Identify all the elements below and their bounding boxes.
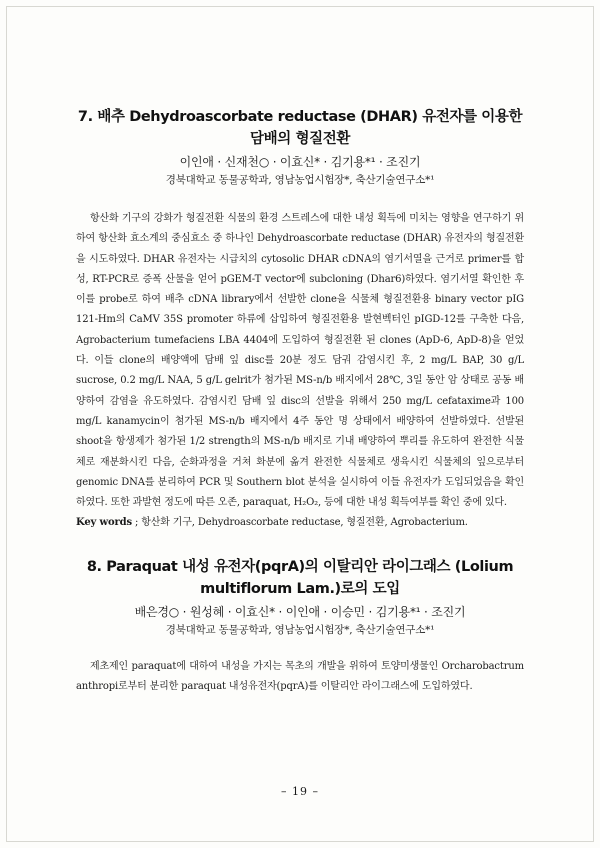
abstract-body: 제초제인 paraquat에 대하여 내성을 가지는 목초의 개발을 위하여 토양미생물인 Orcharobactrum anthropi로부터 분리한 paraquat 내성유전자(pqrA)를 이탈리안 라이그래스에 도입하였다. [76, 661, 524, 693]
abstract-title: 8. Paraquat 내성 유전자(pqrA)의 이탈리안 라이그래스 (Lolium multiflorum Lam.)로의 도입 [86, 559, 514, 597]
abstract-section-8 [76, 556, 524, 698]
author-list: 배은경○ · 원성혜 · 이효신* · 이인애 · 이승민 · 김기용*¹ · 조진기 [134, 605, 466, 619]
abstract-body: 항산화 기구의 강화가 형질전환 식물의 환경 스트레스에 대한 내성 획득에 미치는 영향을 연구하기 위하여 항산화 효소계의 중심효소 중 하나인 Dehydroascorbate reductase (DHAR) 유전자의 형질전환을 시도하였다. DHAR 유전자는 시급치의 cytosolic DHAR cDNA의 염기서열을 근거로 primer를 합성, RT-PCR로 증폭 산물을 얻어 pGEM-T vector에 subcloning (Dhar6)하였다. 염기서열 확인한 후 이를 probe로 하여 배추 cDNA library에서 선발한 clone을 식물체 형질전환용 binary vector pIG 121-Hm의 CaMV 35S promoter 하류에 삽입하여 형질전환용 발현벡터인 pIGD-12를 구축한 다음, Agrobacterium tumefaciens LBA 4404에 도입하여 형질전환 된 clones (ApD-6, ApD-8)을 얻었다. 이들 clone의 배양액에 담배 잎 disc를 20분 정도 담궈 감염시킨 후, 2 mg/L BAP, 30 g/L sucrose, 0.2 mg/L NAA, 5 g/L gelrit가 첨가된 MS-n/b 배지에서 28℃, 3일 동안 암 상태로 공동 배양하여 감염을 유도하였다. 감염시킨 담배 잎 disc의 선발을 위해서 250 mg/L cefataxime과 100 mg/L kanamycin이 첨가된 MS-n/b 배지에서 4주 동안 명 상태에서 배양하여 선발하였다. 선발된 shoot을 항생제가 첨가된 1/2 strength의 MS-n/b 배지로 기내 배양하여 뿌리를 유도하여 완전한 식물체로 재분화시킨 다음, 순화과정을 거쳐 화분에 옮겨 완전한 식물체로 생육시킨 식물체의 잎으로부터 genomic DNA를 분리하여 PCR 및 Southern blot 분석을 실시하여 이들 유전자가 도입되었음을 확인하였다. 또한 과발현 정도에 따른 오존, paraquat, H₂O₂, 등에 대한 내성 획득여부를 확인 중에 있다. [76, 213, 524, 509]
keywords-line [76, 513, 524, 532]
keywords-label: Key words [76, 517, 132, 529]
affiliation: 경북대학교 동물공학과, 영남농업시험장*, 축산기술연구소*¹ [165, 174, 435, 186]
author-list: 이인애 · 신재천○ · 이효신* · 김기용*¹ · 조진기 [179, 155, 421, 169]
abstract-section-7 [76, 106, 524, 532]
keywords-text: ; 항산화 기구, Dehydroascorbate reductase, 형질전환, Agrobacterium. [134, 517, 468, 529]
abstract-title: 7. 배추 Dehydroascorbate reductase (DHAR) 유전자를 이용한 담배의 형질전환 [77, 109, 523, 147]
affiliation: 경북대학교 동물공학과, 영남농업시험장*, 축산기술연구소*¹ [165, 624, 435, 636]
page-number: – 19 – [281, 785, 319, 798]
